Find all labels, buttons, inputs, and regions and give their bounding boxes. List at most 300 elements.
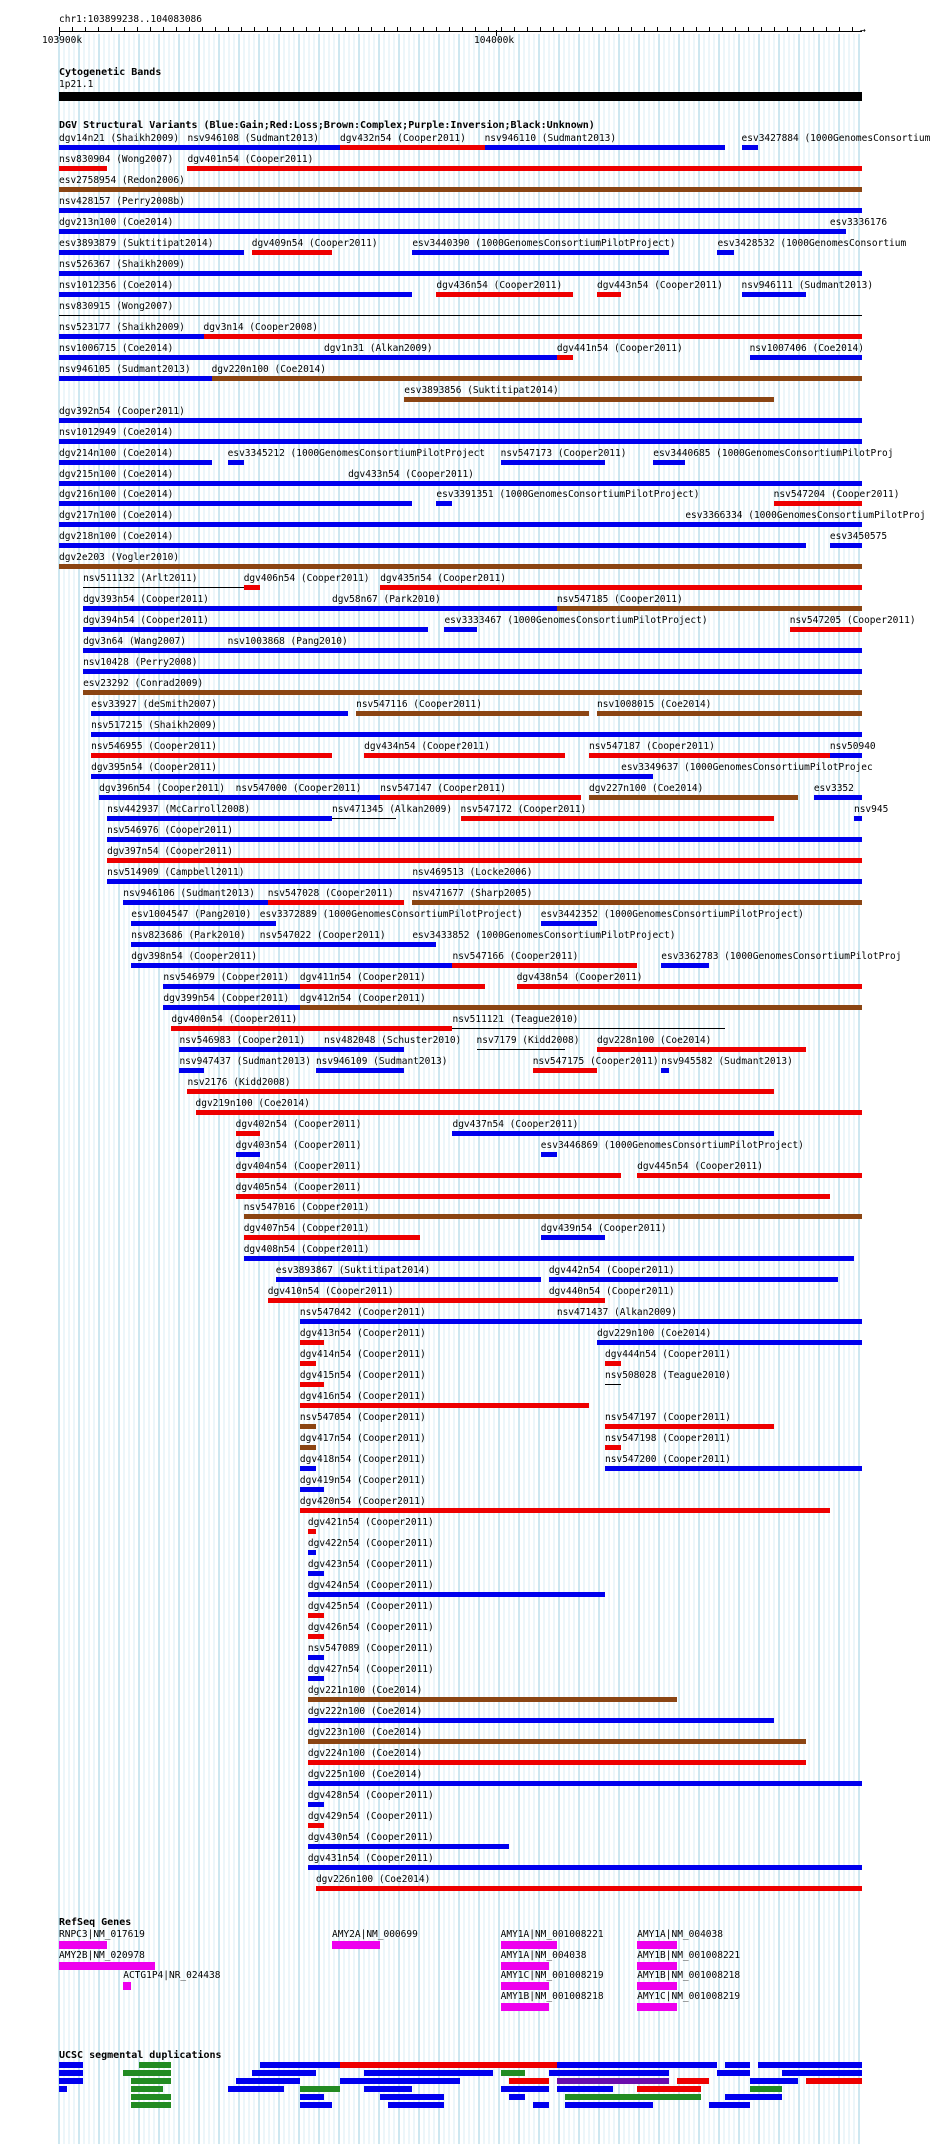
- sv-feature[interactable]: [541, 1152, 557, 1157]
- sv-label: dgv406n54 (Cooper2011): [243, 573, 370, 585]
- sv-label: nsv10428 (Perry2008): [83, 657, 198, 669]
- segdup-feature[interactable]: [509, 2094, 525, 2100]
- sv-feature[interactable]: [533, 1068, 597, 1073]
- sv-label: esv3372889 (1000GenomesConsortiumPilotProject): [259, 908, 523, 920]
- sv-feature[interactable]: [308, 1865, 862, 1870]
- sv-feature[interactable]: [774, 501, 862, 506]
- sv-feature[interactable]: [187, 1089, 773, 1094]
- sv-feature[interactable]: [300, 1361, 316, 1366]
- sv-label: dgv437n54 (Cooper2011): [452, 1118, 579, 1130]
- gene-label: AMY1B|NM_001008221: [637, 1949, 741, 1961]
- sv-feature[interactable]: [187, 145, 340, 150]
- sv-label: dgv405n54 (Cooper2011): [235, 1181, 362, 1193]
- sv-feature[interactable]: [59, 334, 204, 339]
- sv-feature[interactable]: [228, 460, 244, 465]
- ruler-tick: [618, 27, 619, 31]
- segdup-feature[interactable]: [549, 2070, 669, 2076]
- sv-feature[interactable]: [59, 564, 862, 569]
- sv-feature[interactable]: [107, 816, 332, 821]
- sv-feature[interactable]: [99, 795, 236, 800]
- sv-feature[interactable]: [308, 1571, 324, 1576]
- sv-label: nsv469513 (Locke2006): [412, 866, 533, 878]
- sv-feature[interactable]: [661, 963, 709, 968]
- sv-feature[interactable]: [244, 585, 260, 590]
- sv-feature[interactable]: [364, 753, 565, 758]
- sv-feature[interactable]: [517, 984, 862, 989]
- segdup-feature[interactable]: [340, 2078, 460, 2084]
- gene-feature[interactable]: [501, 1982, 549, 1990]
- sv-feature[interactable]: [557, 1319, 862, 1324]
- sv-feature[interactable]: [91, 732, 862, 737]
- sv-feature[interactable]: [637, 1173, 862, 1178]
- sv-feature[interactable]: [436, 501, 452, 506]
- sv-feature[interactable]: [187, 166, 862, 171]
- sv-feature[interactable]: [557, 355, 573, 360]
- sv-feature[interactable]: [236, 1152, 260, 1157]
- sv-feature[interactable]: [308, 1802, 324, 1807]
- segdup-feature[interactable]: [501, 2086, 549, 2092]
- segdup-feature[interactable]: [717, 2070, 749, 2076]
- sv-label: dgv221n100 (Coe2014): [307, 1684, 423, 1696]
- sv-feature[interactable]: [452, 1131, 773, 1136]
- sv-feature[interactable]: [83, 606, 332, 611]
- sv-feature[interactable]: [131, 963, 452, 968]
- sv-feature[interactable]: [661, 1068, 669, 1073]
- segdup-feature[interactable]: [340, 2062, 557, 2068]
- ruler-tick: [826, 27, 827, 31]
- sv-feature[interactable]: [300, 1466, 316, 1471]
- sv-feature[interactable]: [236, 1173, 621, 1178]
- sv-feature[interactable]: [589, 795, 798, 800]
- sv-feature[interactable]: [324, 355, 565, 360]
- sv-label: dgv224n100 (Coe2014): [307, 1747, 423, 1759]
- sv-feature[interactable]: [268, 900, 405, 905]
- sv-feature[interactable]: [244, 1214, 862, 1219]
- sv-feature[interactable]: [300, 1424, 316, 1429]
- sv-feature[interactable]: [236, 1131, 260, 1136]
- sv-feature[interactable]: [485, 145, 726, 150]
- sv-feature[interactable]: [163, 984, 300, 989]
- sv-feature[interactable]: [308, 1634, 324, 1639]
- sv-feature[interactable]: [597, 1340, 862, 1345]
- sv-feature[interactable]: [717, 250, 733, 255]
- segdup-feature[interactable]: [806, 2078, 862, 2084]
- gene-feature[interactable]: [123, 1982, 131, 1990]
- sv-feature[interactable]: [196, 1110, 862, 1115]
- sv-label: dgv398n54 (Cooper2011): [131, 950, 258, 962]
- sv-feature[interactable]: [276, 1277, 541, 1282]
- sv-feature[interactable]: [308, 1760, 806, 1765]
- ruler-tick: [176, 27, 177, 31]
- sv-label: nsv547028 (Cooper2011): [267, 887, 394, 899]
- sv-feature[interactable]: [412, 900, 862, 905]
- ruler-tick: [98, 27, 99, 31]
- sv-feature[interactable]: [549, 1277, 838, 1282]
- sv-label: nsv546976 (Cooper2011): [107, 825, 234, 836]
- segdup-feature[interactable]: [380, 2094, 444, 2100]
- sv-feature[interactable]: [252, 250, 332, 255]
- sv-feature[interactable]: [212, 376, 862, 381]
- segdup-feature[interactable]: [59, 2070, 83, 2076]
- ruler-tick: [280, 27, 281, 31]
- segdup-feature[interactable]: [139, 2062, 171, 2068]
- sv-label: esv2758954 (Redon2006): [59, 174, 185, 186]
- sv-label: nsv945: [853, 804, 889, 816]
- cytoband-ideogram[interactable]: [59, 92, 862, 101]
- segdup-feature[interactable]: [725, 2062, 749, 2068]
- sv-label: dgv419n54 (Cooper2011): [299, 1475, 426, 1487]
- sv-feature[interactable]: [605, 1466, 862, 1471]
- sv-feature[interactable]: [83, 690, 862, 695]
- sv-feature[interactable]: [308, 1697, 677, 1702]
- sv-feature[interactable]: [59, 187, 862, 192]
- sv-label: dgv226n100 (Coe2014): [315, 1873, 431, 1885]
- segdup-feature[interactable]: [131, 2094, 171, 2100]
- sv-feature[interactable]: [332, 818, 396, 819]
- gene-feature[interactable]: [332, 1941, 380, 1949]
- sv-feature[interactable]: [750, 355, 862, 360]
- sv-feature[interactable]: [605, 1361, 621, 1366]
- sv-feature[interactable]: [412, 250, 669, 255]
- ruler-tick-label: 104000k: [474, 35, 515, 46]
- sv-feature[interactable]: [854, 816, 862, 821]
- gene-label: AMY1B|NM_001008218: [637, 1970, 741, 1981]
- sv-feature[interactable]: [300, 1340, 324, 1345]
- sv-feature[interactable]: [268, 1298, 549, 1303]
- segdup-feature[interactable]: [637, 2086, 701, 2092]
- ruler-tick: [774, 27, 775, 31]
- segdup-feature[interactable]: [677, 2078, 709, 2084]
- sv-feature[interactable]: [380, 585, 862, 590]
- sv-feature[interactable]: [308, 1592, 605, 1597]
- sv-feature[interactable]: [308, 1550, 316, 1555]
- sv-feature[interactable]: [308, 1613, 324, 1618]
- sv-feature[interactable]: [59, 522, 685, 527]
- sv-label: esv3427884 (1000GenomesConsortium: [741, 133, 930, 144]
- sv-feature[interactable]: [59, 229, 830, 234]
- gene-feature[interactable]: [59, 1941, 107, 1949]
- sv-feature[interactable]: [179, 1047, 324, 1052]
- sv-feature[interactable]: [59, 543, 806, 548]
- sv-feature[interactable]: [236, 795, 381, 800]
- segdup-feature[interactable]: [758, 2062, 862, 2068]
- sv-feature[interactable]: [605, 1384, 621, 1385]
- gene-feature[interactable]: [637, 2003, 677, 2011]
- ruler-tick: [345, 27, 346, 31]
- sv-feature[interactable]: [83, 587, 244, 588]
- sv-label: dgv422n54 (Cooper2011): [307, 1537, 434, 1549]
- segdup-feature[interactable]: [260, 2062, 340, 2068]
- sv-feature[interactable]: [300, 1445, 316, 1450]
- sv-feature[interactable]: [332, 606, 557, 611]
- segdup-feature[interactable]: [236, 2078, 300, 2084]
- sv-feature[interactable]: [59, 166, 107, 171]
- segdup-feature[interactable]: [300, 2086, 340, 2092]
- segdup-feature[interactable]: [725, 2094, 757, 2100]
- sv-feature[interactable]: [814, 795, 862, 800]
- sv-feature[interactable]: [605, 1424, 774, 1429]
- sv-feature[interactable]: [830, 229, 846, 234]
- sv-feature[interactable]: [348, 481, 862, 486]
- ruler-tick: [124, 27, 125, 31]
- sv-feature[interactable]: [444, 627, 476, 632]
- sv-feature[interactable]: [260, 942, 413, 947]
- sv-feature[interactable]: [589, 753, 830, 758]
- ruler-tick: [72, 27, 73, 31]
- sv-feature[interactable]: [830, 543, 862, 548]
- sv-feature[interactable]: [557, 606, 862, 611]
- sv-feature[interactable]: [300, 1508, 830, 1513]
- sv-label: nsv1008015 (Coe2014): [597, 699, 712, 711]
- sv-feature[interactable]: [59, 292, 412, 297]
- sv-label: esv3349637 (1000GenomesConsortiumPilotProjec: [621, 762, 873, 774]
- sv-feature[interactable]: [308, 1739, 806, 1744]
- ruler-tick: [670, 27, 671, 31]
- sv-feature[interactable]: [204, 334, 862, 339]
- sv-feature[interactable]: [107, 837, 862, 842]
- segdup-feature[interactable]: [750, 2078, 798, 2084]
- sv-feature[interactable]: [549, 1298, 605, 1303]
- sv-label: dgv441n54 (Cooper2011): [556, 342, 683, 354]
- sv-feature[interactable]: [59, 501, 412, 506]
- segdup-feature[interactable]: [501, 2070, 525, 2076]
- sv-feature[interactable]: [340, 145, 485, 150]
- sv-feature[interactable]: [300, 1487, 324, 1492]
- gene-feature[interactable]: [637, 1941, 677, 1949]
- sv-feature[interactable]: [179, 1068, 203, 1073]
- gene-feature[interactable]: [59, 1962, 155, 1970]
- sv-feature[interactable]: [830, 753, 862, 758]
- sv-feature[interactable]: [107, 879, 412, 884]
- sv-label: dgv219n100 (Coe2014): [195, 1097, 310, 1109]
- sv-feature[interactable]: [380, 795, 581, 800]
- sv-label: esv1004547 (Pang2010): [131, 908, 252, 920]
- sv-feature[interactable]: [541, 921, 597, 926]
- segdup-feature[interactable]: [59, 2086, 67, 2092]
- sv-feature[interactable]: [452, 963, 637, 968]
- segdup-feature[interactable]: [364, 2070, 492, 2076]
- sv-label: dgv438n54 (Cooper2011): [516, 971, 643, 983]
- sv-feature[interactable]: [59, 271, 862, 276]
- sv-feature[interactable]: [83, 627, 428, 632]
- sv-feature[interactable]: [59, 439, 862, 444]
- sv-feature[interactable]: [452, 1028, 725, 1029]
- segdup-feature[interactable]: [557, 2086, 613, 2092]
- sv-feature[interactable]: [91, 753, 332, 758]
- sv-feature[interactable]: [244, 1235, 421, 1240]
- sv-feature[interactable]: [300, 1005, 862, 1010]
- sv-label: esv3345212 (1000GenomesConsortiumPilotProject: [227, 447, 486, 459]
- segdup-feature[interactable]: [300, 2094, 324, 2100]
- sv-label: esv3333467 (1000GenomesConsortiumPilotProject): [444, 615, 708, 627]
- sv-feature[interactable]: [59, 315, 862, 316]
- ruler-tick: [215, 27, 216, 31]
- sv-feature[interactable]: [621, 774, 653, 779]
- sv-feature[interactable]: [91, 774, 621, 779]
- sv-feature[interactable]: [308, 1655, 324, 1660]
- sv-label: dgv445n54 (Cooper2011): [637, 1160, 763, 1172]
- segdup-feature[interactable]: [533, 2102, 549, 2108]
- sv-feature[interactable]: [356, 711, 589, 716]
- sv-label: dgv394n54 (Cooper2011): [83, 615, 209, 627]
- segdup-feature[interactable]: [252, 2070, 316, 2076]
- segdup-feature[interactable]: [782, 2070, 862, 2076]
- segdup-feature[interactable]: [557, 2078, 669, 2084]
- sv-feature[interactable]: [308, 1823, 324, 1828]
- sv-feature[interactable]: [300, 1403, 589, 1408]
- sv-label: nsv830904 (Wong2007): [59, 153, 174, 165]
- gene-feature[interactable]: [501, 1941, 557, 1949]
- sv-feature[interactable]: [171, 1026, 452, 1031]
- sv-feature[interactable]: [477, 1049, 565, 1050]
- sv-label: nsv945582 (Sudmant2013): [661, 1055, 793, 1067]
- segdup-feature[interactable]: [59, 2078, 83, 2084]
- sv-label: dgv395n54 (Cooper2011): [91, 762, 217, 774]
- segdup-feature[interactable]: [388, 2102, 444, 2108]
- sv-feature[interactable]: [308, 1781, 862, 1786]
- sv-feature[interactable]: [685, 522, 862, 527]
- sv-feature[interactable]: [91, 711, 348, 716]
- sv-feature[interactable]: [597, 292, 621, 297]
- gene-feature[interactable]: [637, 1962, 677, 1970]
- sv-label: nsv547089 (Cooper2011): [307, 1642, 434, 1654]
- sv-label: nsv514909 (Campbell2011): [107, 866, 245, 878]
- sv-label: dgv423n54 (Cooper2011): [307, 1558, 434, 1570]
- sv-feature[interactable]: [742, 145, 758, 150]
- sv-feature[interactable]: [59, 418, 862, 423]
- sv-label: dgv213n100 (Coe2014): [59, 216, 174, 228]
- sv-label: nsv547022 (Cooper2011): [259, 929, 386, 941]
- segdup-feature[interactable]: [758, 2094, 782, 2100]
- sv-label: dgv434n54 (Cooper2011): [364, 741, 490, 753]
- sv-label: esv3450575: [829, 531, 888, 543]
- ruler-tick: [605, 27, 606, 31]
- sv-feature[interactable]: [300, 984, 485, 989]
- sv-feature[interactable]: [742, 292, 806, 297]
- segdup-feature[interactable]: [59, 2062, 83, 2068]
- sv-feature[interactable]: [131, 921, 259, 926]
- sv-feature[interactable]: [412, 879, 862, 884]
- sv-feature[interactable]: [59, 145, 187, 150]
- sv-feature[interactable]: [404, 397, 773, 402]
- sv-feature[interactable]: [83, 669, 862, 674]
- sv-feature[interactable]: [605, 1445, 621, 1450]
- sv-feature[interactable]: [59, 250, 244, 255]
- sv-feature[interactable]: [59, 460, 212, 465]
- gene-feature[interactable]: [637, 1982, 677, 1990]
- segdup-feature[interactable]: [131, 2078, 171, 2084]
- ruler-tick: [293, 27, 294, 31]
- sv-label: dgv397n54 (Cooper2011): [107, 845, 234, 857]
- sv-feature[interactable]: [260, 921, 276, 926]
- sv-label: nsv547147 (Cooper2011): [380, 783, 507, 795]
- sv-feature[interactable]: [461, 816, 774, 821]
- sv-label: nsv547166 (Cooper2011): [452, 950, 579, 962]
- sv-feature[interactable]: [131, 942, 259, 947]
- sv-feature[interactable]: [501, 460, 605, 465]
- sv-label: nsv1003868 (Pang2010): [227, 636, 348, 648]
- sv-label: dgv3n14 (Cooper2008): [203, 321, 318, 333]
- segdup-feature[interactable]: [228, 2086, 284, 2092]
- segdup-feature[interactable]: [565, 2094, 702, 2100]
- segdup-feature[interactable]: [509, 2078, 549, 2084]
- sv-label: dgv415n54 (Cooper2011): [299, 1370, 426, 1382]
- sv-label: nsv471437 (Alkan2009): [556, 1307, 677, 1319]
- sv-feature[interactable]: [790, 627, 862, 632]
- sv-feature[interactable]: [597, 711, 862, 716]
- sv-feature[interactable]: [300, 1382, 324, 1387]
- gene-feature[interactable]: [501, 1962, 549, 1970]
- sv-feature[interactable]: [59, 208, 862, 213]
- sv-feature[interactable]: [308, 1529, 316, 1534]
- sv-label: dgv218n100 (Coe2014): [59, 531, 174, 543]
- cytobands-title: Cytogenetic Bands: [59, 67, 162, 78]
- sv-label: nsv547187 (Cooper2011): [588, 741, 715, 753]
- sv-feature[interactable]: [59, 355, 324, 360]
- sv-feature[interactable]: [412, 942, 436, 947]
- segdup-feature[interactable]: [565, 2102, 653, 2108]
- ruler-tick: [696, 27, 697, 31]
- sv-feature[interactable]: [228, 648, 862, 653]
- ruler-tick: [358, 27, 359, 31]
- sv-label: nsv1012949 (Coe2014): [59, 426, 174, 438]
- segdup-feature[interactable]: [131, 2102, 171, 2108]
- segdup-feature[interactable]: [709, 2102, 749, 2108]
- segdup-feature[interactable]: [557, 2062, 718, 2068]
- sv-label: dgv443n54 (Cooper2011): [597, 279, 723, 291]
- ruler-position: chr1:103899238..104083086: [59, 14, 202, 25]
- sv-feature[interactable]: [308, 1844, 509, 1849]
- gene-feature[interactable]: [501, 2003, 549, 2011]
- sv-feature[interactable]: [324, 1047, 404, 1052]
- sv-label: nsv1006715 (Coe2014): [59, 342, 174, 354]
- sv-feature[interactable]: [316, 1068, 404, 1073]
- sv-feature[interactable]: [597, 1047, 806, 1052]
- sv-feature[interactable]: [59, 481, 348, 486]
- sv-label: nsv7179 (Kidd2008): [476, 1034, 580, 1046]
- sv-feature[interactable]: [436, 292, 573, 297]
- sv-feature[interactable]: [244, 1256, 854, 1261]
- segdup-feature[interactable]: [123, 2070, 171, 2076]
- segdup-feature[interactable]: [131, 2086, 163, 2092]
- segdup-feature[interactable]: [750, 2086, 782, 2092]
- sv-feature[interactable]: [59, 376, 212, 381]
- ruler-tick: [202, 27, 203, 31]
- sv-feature[interactable]: [107, 858, 862, 863]
- sv-label: dgv429n54 (Cooper2011): [307, 1810, 434, 1822]
- sv-label: dgv412n54 (Cooper2011): [299, 992, 426, 1004]
- sv-label: nsv946110 (Sudmant2013): [484, 133, 617, 144]
- sv-feature[interactable]: [236, 1194, 830, 1199]
- sv-label: esv3440390 (1000GenomesConsortiumPilotProject): [412, 237, 676, 249]
- sv-label: dgv400n54 (Cooper2011): [171, 1013, 298, 1025]
- ruler-tick: [228, 27, 229, 31]
- sv-feature[interactable]: [123, 900, 268, 905]
- sv-label: nsv547198 (Cooper2011): [605, 1433, 731, 1445]
- ruler-tick: [189, 27, 190, 31]
- sv-feature[interactable]: [308, 1718, 774, 1723]
- sv-feature[interactable]: [83, 648, 228, 653]
- segdup-feature[interactable]: [364, 2086, 412, 2092]
- sv-feature[interactable]: [541, 1235, 605, 1240]
- sv-label: dgv215n100 (Coe2014): [59, 468, 174, 480]
- segdup-feature[interactable]: [300, 2102, 332, 2108]
- sv-feature[interactable]: [163, 1005, 300, 1010]
- sv-feature[interactable]: [308, 1676, 324, 1681]
- sv-label: esv3893879 (Suktitipat2014): [59, 237, 214, 249]
- sv-feature[interactable]: [653, 460, 685, 465]
- sv-feature[interactable]: [316, 1886, 862, 1891]
